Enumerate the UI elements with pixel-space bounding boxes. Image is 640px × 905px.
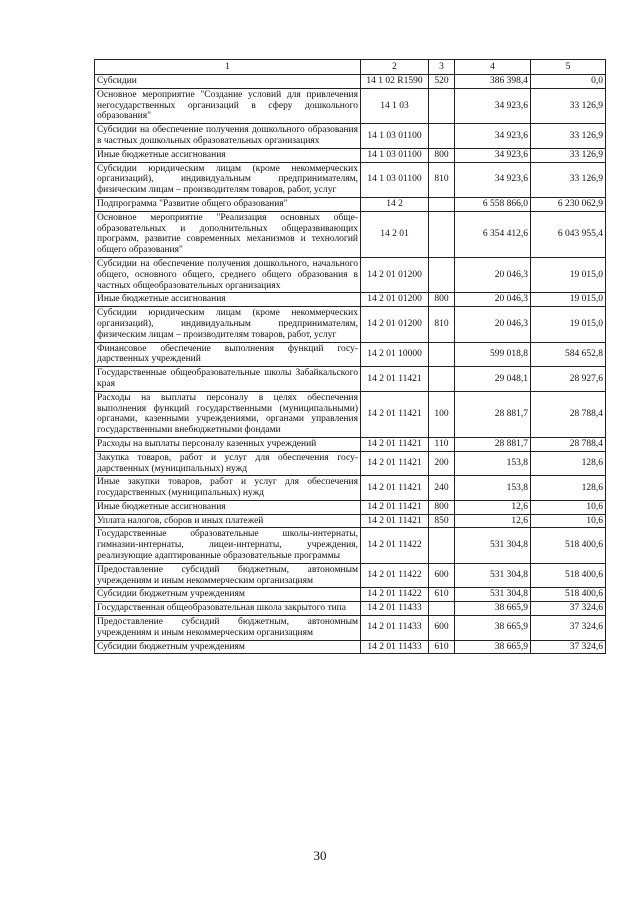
- row-amount-col5: 19 015,0: [531, 307, 606, 342]
- row-description: Иные бюджетные ассигнования: [95, 500, 361, 514]
- row-expense-type: 850: [429, 514, 455, 528]
- row-description: Государственная общеобразовательная школа закрытого типа: [95, 602, 361, 616]
- row-expense-type: 610: [429, 640, 455, 654]
- header-col-5: 5: [531, 60, 606, 75]
- table-row: [95, 307, 606, 342]
- table-row: [95, 124, 606, 149]
- table-row: [95, 211, 606, 257]
- row-amount-col4: 28 881,7: [455, 391, 531, 437]
- table-row: [95, 257, 606, 292]
- header-col-3: 3: [429, 60, 455, 75]
- row-amount-col5: 584 652,8: [531, 342, 606, 367]
- row-description: Предоставление субсидий бюджетным, автономным учреждениям и иным некоммерческим организациям: [95, 563, 361, 588]
- table-row: [95, 88, 606, 123]
- row-expense-type: 100: [429, 391, 455, 437]
- row-expense-type: 520: [429, 75, 455, 89]
- row-description: Субсидии: [95, 75, 361, 89]
- row-description: Иные бюджетные ассигнования: [95, 148, 361, 162]
- row-description: Основное мероприятие "Создание условий для привлечения негосударственных организаций в сферу дошкольного образования": [95, 88, 361, 123]
- row-code: 14 2 01 11421: [361, 451, 429, 476]
- row-code: 14 2 01 01200: [361, 307, 429, 342]
- row-expense-type: [429, 88, 455, 123]
- budget-table: [94, 59, 606, 654]
- row-expense-type: 800: [429, 293, 455, 307]
- row-amount-col4: 6 354 412,6: [455, 211, 531, 257]
- table-row: [95, 476, 606, 501]
- row-amount-col4: 599 018,8: [455, 342, 531, 367]
- table-row: [95, 293, 606, 307]
- row-amount-col5: 28 788,4: [531, 391, 606, 437]
- row-description: Субсидии юридическим лицам (кроме некоммерческих организаций), индивидуальным предпринимателям, физическим лицам – производителям товаров, работ, услуг: [95, 162, 361, 197]
- row-amount-col4: 38 665,9: [455, 616, 531, 641]
- row-code: 14 1 03: [361, 88, 429, 123]
- row-amount-col5: 6 230 062,9: [531, 197, 606, 211]
- row-expense-type: 800: [429, 500, 455, 514]
- row-expense-type: 610: [429, 588, 455, 602]
- row-description: Основное мероприятие "Реализация основных общеобразовательных и дополнительных общеразвивающих программ, развитие современных механизмов и технологий общего образования": [95, 211, 361, 257]
- table-row: [95, 437, 606, 451]
- row-amount-col5: 128,6: [531, 476, 606, 501]
- table-row: [95, 197, 606, 211]
- row-amount-col5: 10,6: [531, 514, 606, 528]
- row-expense-type: [429, 602, 455, 616]
- row-amount-col5: 19 015,0: [531, 257, 606, 292]
- row-amount-col4: 6 558 866,0: [455, 197, 531, 211]
- row-code: 14 1 02 R1590: [361, 75, 429, 89]
- row-amount-col4: 38 665,9: [455, 602, 531, 616]
- row-code: 14 1 03 01100: [361, 148, 429, 162]
- table-row: [95, 563, 606, 588]
- row-code: 14 2 01 01200: [361, 293, 429, 307]
- row-amount-col5: 518 400,6: [531, 528, 606, 563]
- row-expense-type: 600: [429, 616, 455, 641]
- row-description: Субсидии бюджетным учреждениям: [95, 588, 361, 602]
- row-code: 14 2 01 10000: [361, 342, 429, 367]
- table-body: [95, 60, 606, 654]
- row-code: 14 2 01 11421: [361, 437, 429, 451]
- row-description: Государственные образовательные школы-интернаты, гимназии-интернаты, лицеи-интернаты, учреждения, реализующие адаптированные образовательные программы: [95, 528, 361, 563]
- row-amount-col4: 386 398,4: [455, 75, 531, 89]
- row-description: Предоставление субсидий бюджетным, автономным учреждениям и иным некоммерческим организациям: [95, 616, 361, 641]
- row-amount-col4: 34 923,6: [455, 88, 531, 123]
- row-code: 14 2 01: [361, 211, 429, 257]
- row-expense-type: [429, 257, 455, 292]
- row-amount-col4: 20 046,3: [455, 293, 531, 307]
- row-code: 14 2 01 11421: [361, 367, 429, 392]
- row-code: 14 1 03 01100: [361, 162, 429, 197]
- row-description: Субсидии на обеспечение получения дошкольного образования в частных дошкольных образовательных организациях: [95, 124, 361, 149]
- table-row: [95, 616, 606, 641]
- row-code: 14 2 01 11422: [361, 563, 429, 588]
- header-row: [95, 60, 606, 75]
- row-expense-type: [429, 124, 455, 149]
- table-row: [95, 602, 606, 616]
- row-description: Расходы на выплаты персоналу казенных учреждений: [95, 437, 361, 451]
- table-row: [95, 75, 606, 89]
- row-code: 14 2 01 11433: [361, 602, 429, 616]
- row-description: Закупка товаров, работ и услуг для обеспечения государственных (муниципальных) нужд: [95, 451, 361, 476]
- row-expense-type: [429, 528, 455, 563]
- row-amount-col5: 33 126,9: [531, 124, 606, 149]
- row-amount-col4: 29 048,1: [455, 367, 531, 392]
- row-code: 14 2 01 11433: [361, 616, 429, 641]
- row-amount-col4: 153,8: [455, 451, 531, 476]
- table-row: [95, 391, 606, 437]
- row-code: 14 2 01 11421: [361, 391, 429, 437]
- row-amount-col5: 28 927,6: [531, 367, 606, 392]
- row-description: Субсидии бюджетным учреждениям: [95, 640, 361, 654]
- table-row: [95, 367, 606, 392]
- row-description: Иные закупки товаров, работ и услуг для обеспечения государственных (муниципальных) нужд: [95, 476, 361, 501]
- row-description: Иные бюджетные ассигнования: [95, 293, 361, 307]
- row-amount-col4: 531 304,8: [455, 563, 531, 588]
- row-expense-type: 800: [429, 148, 455, 162]
- row-expense-type: 240: [429, 476, 455, 501]
- row-amount-col5: 37 324,6: [531, 602, 606, 616]
- header-col-1: 1: [95, 60, 361, 75]
- table-row: [95, 514, 606, 528]
- row-amount-col4: 12,6: [455, 514, 531, 528]
- row-amount-col4: 34 923,6: [455, 162, 531, 197]
- row-amount-col5: 37 324,6: [531, 616, 606, 641]
- row-code: 14 2 01 11433: [361, 640, 429, 654]
- row-expense-type: [429, 211, 455, 257]
- row-amount-col4: 531 304,8: [455, 588, 531, 602]
- row-description: Субсидии на обеспечение получения дошкольного, начального общего, основного общего, среднего общего образования в частных общеобразовательных организациях: [95, 257, 361, 292]
- row-expense-type: 600: [429, 563, 455, 588]
- row-amount-col4: 12,6: [455, 500, 531, 514]
- row-amount-col5: 28 788,4: [531, 437, 606, 451]
- row-amount-col4: 34 923,6: [455, 124, 531, 149]
- header-col-2: 2: [361, 60, 429, 75]
- row-amount-col4: 153,8: [455, 476, 531, 501]
- row-expense-type: 810: [429, 307, 455, 342]
- row-code: 14 2 01 11422: [361, 588, 429, 602]
- table-row: [95, 162, 606, 197]
- row-amount-col4: 38 665,9: [455, 640, 531, 654]
- row-amount-col4: 20 046,3: [455, 257, 531, 292]
- row-amount-col5: 37 324,6: [531, 640, 606, 654]
- row-description: Расходы на выплаты персоналу в целях обеспечения выполнения функций государственными (муниципальными) органами, казенными учреждениями, органами управления государственными внебюджетными фондами: [95, 391, 361, 437]
- row-description: Уплата налогов, сборов и иных платежей: [95, 514, 361, 528]
- row-amount-col4: 34 923,6: [455, 148, 531, 162]
- table-row: [95, 451, 606, 476]
- row-code: 14 2 01 11422: [361, 528, 429, 563]
- page-number: 30: [313, 848, 327, 863]
- row-description: Финансовое обеспечение выполнения функций государственных учреждений: [95, 342, 361, 367]
- table-row: [95, 588, 606, 602]
- table-row: [95, 528, 606, 563]
- row-code: 14 2 01 11421: [361, 514, 429, 528]
- row-expense-type: 200: [429, 451, 455, 476]
- row-description: Государственные общеобразовательные школы Забайкальского края: [95, 367, 361, 392]
- row-amount-col5: 33 126,9: [531, 148, 606, 162]
- table-row: [95, 500, 606, 514]
- row-description: Субсидии юридическим лицам (кроме некоммерческих организаций), индивидуальным предпринимателям, физическим лицам – производителям товаров, работ, услуг: [95, 307, 361, 342]
- row-expense-type: [429, 197, 455, 211]
- row-expense-type: [429, 342, 455, 367]
- row-amount-col5: 0,0: [531, 75, 606, 89]
- row-description: Подпрограмма "Развитие общего образования": [95, 197, 361, 211]
- row-expense-type: 110: [429, 437, 455, 451]
- row-code: 14 1 03 01100: [361, 124, 429, 149]
- row-amount-col4: 531 304,8: [455, 528, 531, 563]
- row-expense-type: 810: [429, 162, 455, 197]
- row-amount-col5: 128,6: [531, 451, 606, 476]
- table-row: [95, 640, 606, 654]
- row-amount-col4: 20 046,3: [455, 307, 531, 342]
- row-code: 14 2 01 01200: [361, 257, 429, 292]
- row-amount-col5: 33 126,9: [531, 88, 606, 123]
- row-amount-col5: 518 400,6: [531, 588, 606, 602]
- row-expense-type: [429, 367, 455, 392]
- row-amount-col5: 33 126,9: [531, 162, 606, 197]
- row-amount-col4: 28 881,7: [455, 437, 531, 451]
- row-code: 14 2 01 11421: [361, 500, 429, 514]
- row-amount-col5: 10,6: [531, 500, 606, 514]
- row-code: 14 2: [361, 197, 429, 211]
- table-row: [95, 342, 606, 367]
- row-code: 14 2 01 11421: [361, 476, 429, 501]
- row-amount-col5: 19 015,0: [531, 293, 606, 307]
- table-row: [95, 148, 606, 162]
- row-amount-col5: 518 400,6: [531, 563, 606, 588]
- row-amount-col5: 6 043 955,4: [531, 211, 606, 257]
- header-col-4: 4: [455, 60, 531, 75]
